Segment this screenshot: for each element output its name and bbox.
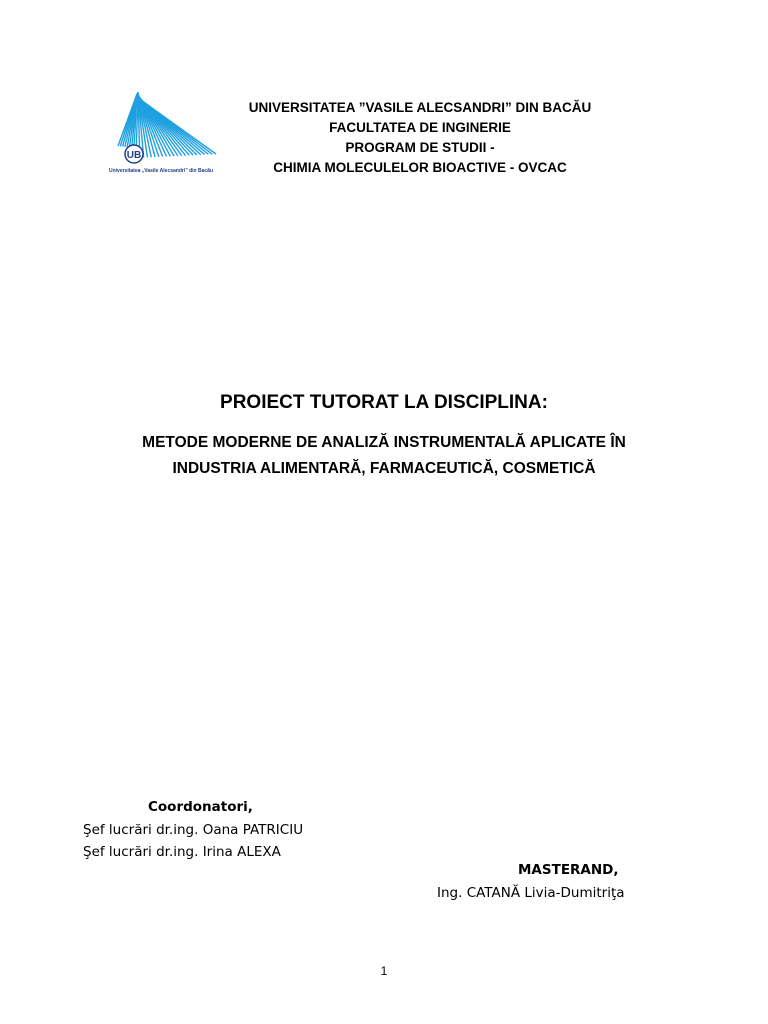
logo-rays-icon [98,88,224,168]
logo-monogram: UB [126,150,142,161]
coordinator-1: Şef lucrări dr.ing. Oana PATRICIU [83,822,304,838]
discipline-line-1: METODE MODERNE DE ANALIZĂ INSTRUMENTALĂ APLICATE ÎN [142,434,626,451]
discipline-title [0,430,768,482]
header-program: PROGRAM DE STUDII - [345,140,495,155]
page-number: 1 [380,964,388,978]
institution-header [220,98,620,178]
header-faculty: FACULTATEA DE INGINERIE [329,120,511,135]
discipline-line-2: INDUSTRIA ALIMENTARĂ, FARMACEUTICĂ, COSMETICĂ [172,460,596,477]
student-heading: MASTERAND, [518,862,619,878]
student-name: Ing. CATANĂ Livia-Dumitriţa [437,885,625,901]
logo-caption: Universitatea „Vasile Alecsandri” din Bacău [108,168,214,174]
coordinator-2: Şef lucrări dr.ing. Irina ALEXA [83,844,281,860]
university-logo [98,88,224,180]
header-specialization: CHIMIA MOLECULELOR BIOACTIVE - OVCAC [273,160,567,175]
project-title: PROIECT TUTORAT LA DISCIPLINA: [220,392,548,413]
header-university: UNIVERSITATEA ”VASILE ALECSANDRI” DIN BACĂU [248,100,592,115]
coordinators-heading: Coordonatori, [148,799,253,815]
